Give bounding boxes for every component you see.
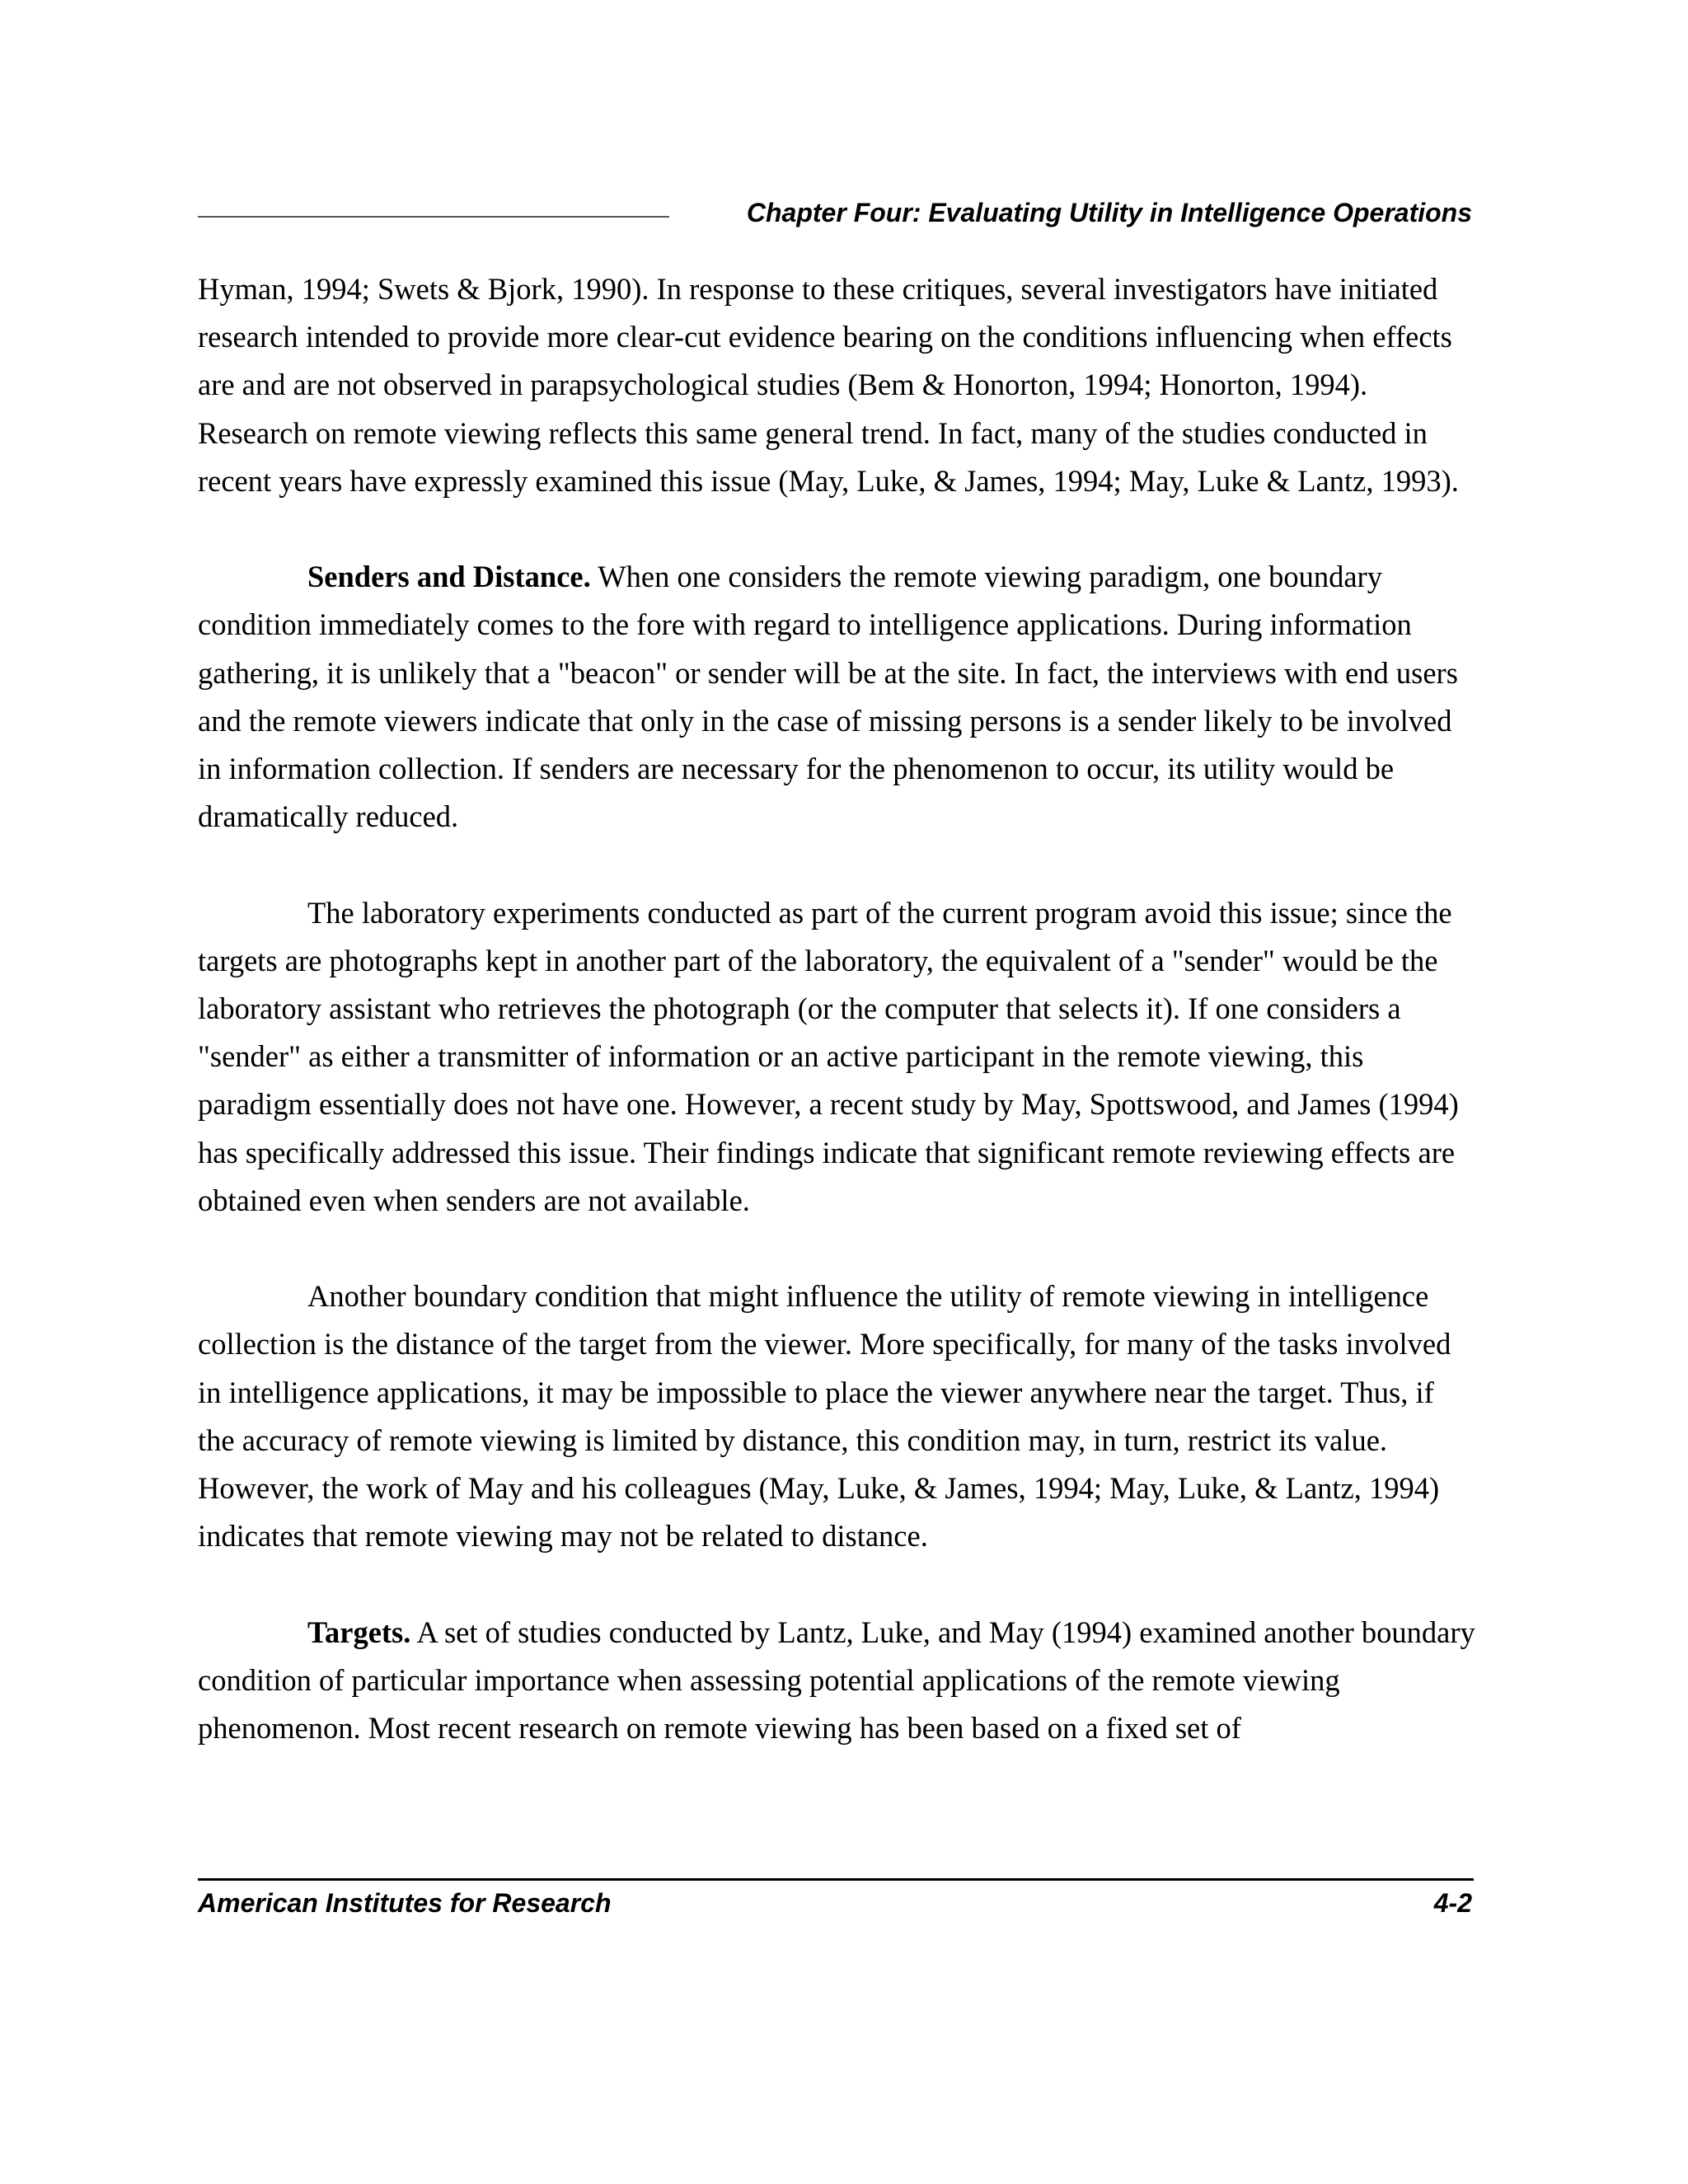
footer-organization: American Institutes for Research — [198, 1888, 612, 1918]
running-head: Chapter Four: Evaluating Utility in Intelligence Operations — [746, 198, 1472, 227]
paragraph-distance-boundary — [198, 1272, 1475, 1560]
run-in-heading: Targets. — [307, 1615, 411, 1649]
paragraph-text: When one considers the remote viewing paradigm, one boundary condition immediately comes to the fore with regard to intelligence applications. During information gathering, it is unlikely that a "beacon" or sender will be at the site. In fact, the interviews with end users and the remote viewers indicate that only in the case of missing persons is a sender likely to be involved in information collection. If senders are necessary for the phenomenon to occur, its utility would be dramatically reduced. — [198, 560, 1458, 834]
paragraph-laboratory-experiments — [198, 889, 1475, 1225]
run-in-heading: Senders and Distance. — [307, 560, 591, 594]
header-rule — [198, 216, 669, 218]
body-text — [198, 265, 1475, 1800]
paragraph-text: Another boundary condition that might influence the utility of remote viewing in intelligence collection is the distance of the target from the viewer. More specifically, for many of the tasks involved in intelligence applications, it may be impossible to place the viewer anywhere near the target. Thus, if the accuracy of remote viewing is limited by distance, this condition may, in turn, restrict its value. However, the work of May and his colleagues (May, Luke, & James, 1994; May, Luke, & Lantz, 1994) indicates that remote viewing may not be related to distance. — [198, 1279, 1451, 1554]
page-number: 4-2 — [1433, 1888, 1472, 1918]
paragraph-text: Hyman, 1994; Swets & Bjork, 1990). In response to these critiques, several investigators have initiated research intended to provide more clear-cut evidence bearing on the conditions influencing when effects are and are not observed in parapsychological studies (Bem & Honorton, 1994; Honorton, 1994). Research on remote viewing reflects this same general trend. In fact, many of the studies conducted in recent years have expressly examined this issue (May, Luke, & James, 1994; May, Luke & Lantz, 1993). — [198, 272, 1459, 498]
paragraph-text: A set of studies conducted by Lantz, Luke, and May (1994) examined another boundary condition of particular importance when assessing potential applications of the remote viewing phenomenon. Most recent research on remote viewing has been based on a fixed set of — [198, 1615, 1475, 1746]
paragraph-senders-and-distance — [198, 553, 1475, 841]
footer-rule — [198, 1878, 1474, 1881]
paragraph-continued — [198, 265, 1475, 505]
paragraph-text: The laboratory experiments conducted as part of the current program avoid this issue; since the targets are photographs kept in another part of the laboratory, the equivalent of a "sender" would be the laboratory assistant who retrieves the photograph (or the computer that selects it). If one considers a "sender" as either a transmitter of information or an active participant in the remote viewing, this paradigm essentially does not have one. However, a recent study by May, Spottswood, and James (1994) has specifically addressed this issue. Their findings indicate that significant remote reviewing effects are obtained even when senders are not available. — [198, 895, 1459, 1217]
paragraph-targets — [198, 1609, 1475, 1753]
